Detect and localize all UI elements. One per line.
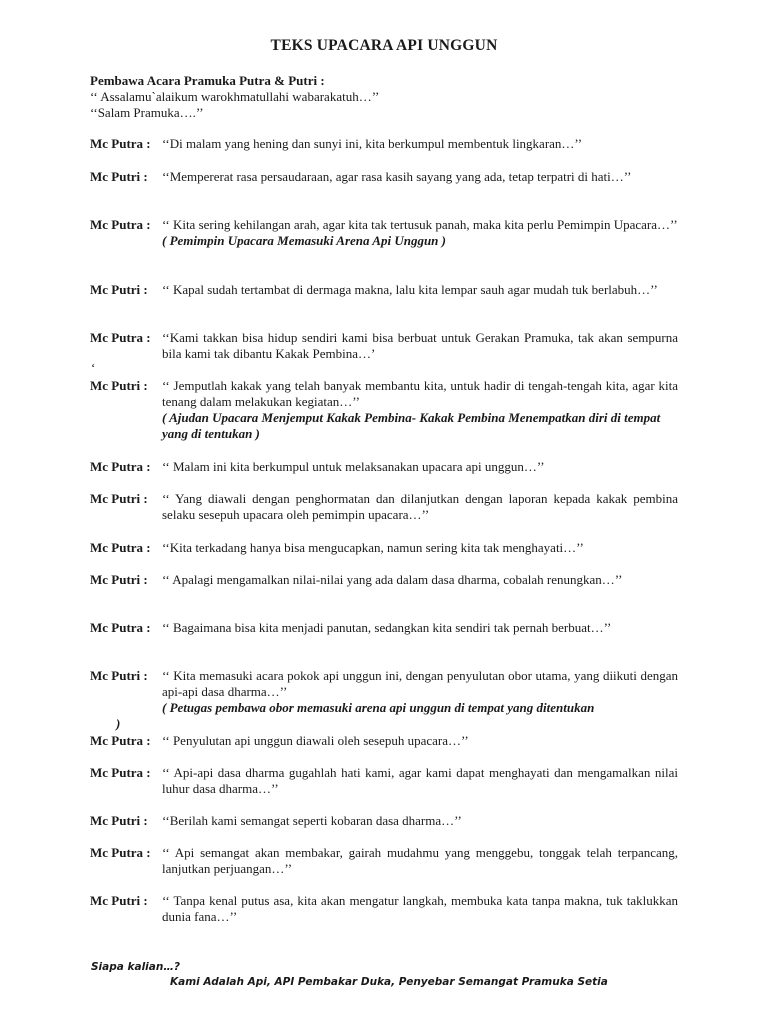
- dialogue-entry: [90, 620, 678, 636]
- dialogue-entry: [90, 378, 678, 442]
- speaker-label: Mc Putri :: [90, 169, 148, 184]
- dialogue-entry: [90, 845, 678, 877]
- dialogue-text: ‘‘ Api semangat akan membakar, gairah mudahmu yang menggebu, tonggak telah terpancang, lanjutkan perjuangan…’’: [162, 845, 678, 876]
- dialogue-text: ‘‘ Malam ini kita berkumpul untuk melaksanakan upacara api unggun…’’: [162, 459, 545, 474]
- dialogue-entry: [90, 459, 678, 475]
- speaker-label: Mc Putra :: [90, 845, 151, 860]
- dialogue-entry: [90, 491, 678, 523]
- dialogue-text: ‘‘Kita terkadang hanya bisa mengucapkan, namun sering kita tak menghayati…’’: [162, 540, 584, 555]
- stray-quote-mark: ‘: [91, 360, 96, 375]
- intro-block: [90, 73, 680, 121]
- intro-heading: Pembawa Acara Pramuka Putra & Putri :: [90, 73, 325, 88]
- stage-direction: ( Ajudan Upacara Menjemput Kakak Pembina- Kakak Pembina Menempatkan diri di tempat yang di tentukan ): [162, 410, 661, 441]
- speaker-label: Mc Putra :: [90, 459, 151, 474]
- dialogue-entry: [90, 893, 678, 925]
- speaker-label: Mc Putra :: [90, 540, 151, 555]
- dialogue-text: ‘‘ Kita memasuki acara pokok api unggun ini, dengan penyulutan obor utama, yang diikuti dengan api-api dasa dharma…’’: [162, 668, 678, 699]
- speaker-label: Mc Putra :: [90, 217, 151, 232]
- speaker-label: Mc Putra :: [90, 765, 151, 780]
- stage-direction: ( Petugas pembawa obor memasuki arena api unggun di tempat yang ditentukan: [162, 700, 595, 715]
- dialogue-text: ‘‘Kami takkan bisa hidup sendiri kami bisa berbuat untuk Gerakan Pramuka, tak akan sempurna bila kami tak dibantu Kakak Pembina…’: [162, 330, 678, 361]
- dialogue-entry: [90, 572, 678, 588]
- dialogue-text: ‘‘ Kapal sudah tertambat di dermaga makna, lalu kita lempar sauh agar mudah tuk berlabuh…’’: [162, 282, 658, 297]
- dialogue-entry: [90, 282, 678, 298]
- dialogue-entry: [90, 733, 678, 749]
- dialogue-text: ‘‘ Yang diawali dengan penghormatan dan dilanjutkan dengan laporan kepada kakak pembina selaku sesepuh upacara oleh pemimpin upacara…’’: [162, 491, 678, 522]
- dialogue-text: ‘‘ Bagaimana bisa kita menjadi panutan, sedangkan kita sendiri tak pernah berbuat…’’: [162, 620, 612, 635]
- dialogue-text: ‘‘ Penyulutan api unggun diawali oleh sesepuh upacara…’’: [162, 733, 469, 748]
- speaker-label: Mc Putra :: [90, 136, 151, 151]
- dialogue-entry: [90, 169, 678, 185]
- dialogue-text: ‘‘ Kita sering kehilangan arah, agar kita tak tertusuk panah, maka kita perlu Pemimpin Upacara…’’: [162, 217, 678, 232]
- dialogue-text: ‘‘Di malam yang hening dan sunyi ini, kita berkumpul membentuk lingkaran…’’: [162, 136, 583, 151]
- speaker-label: Mc Putri :: [90, 378, 148, 393]
- footer-answer: Kami Adalah Api, API Pembakar Duka, Penyebar Semangat Pramuka Setia: [170, 976, 608, 988]
- speaker-label: Mc Putri :: [90, 893, 148, 908]
- speaker-label: Mc Putri :: [90, 813, 148, 828]
- speaker-label: Mc Putri :: [90, 491, 148, 506]
- dialogue-entry: [90, 765, 678, 797]
- dialogue-entry: [90, 540, 678, 556]
- speaker-label: Mc Putri :: [90, 572, 148, 587]
- dialogue-entry: [90, 136, 678, 152]
- dialogue-entry: [90, 217, 678, 249]
- dialogue-text: ‘‘ Jemputlah kakak yang telah banyak membantu kita, untuk hadir di tengah-tengah kita, agar kita tenang dalam melakukan kegiatan…’’: [162, 378, 678, 409]
- dialogue-text: ‘‘Mempererat rasa persaudaraan, agar rasa kasih sayang yang ada, tetap terpatri di hati…’’: [162, 169, 632, 184]
- dialogue-text: ‘‘ Apalagi mengamalkan nilai-nilai yang ada dalam dasa dharma, cobalah renungkan…’’: [162, 572, 623, 587]
- intro-salam: ‘‘Salam Pramuka….’’: [90, 105, 204, 120]
- dialogue-entry: [90, 330, 678, 362]
- dialogue-entry: [90, 813, 678, 829]
- dialogue-text: ‘‘Berilah kami semangat seperti kobaran dasa dharma…’’: [162, 813, 462, 828]
- document-title: TEKS UPACARA API UNGGUN: [270, 37, 498, 54]
- stage-direction: ( Pemimpin Upacara Memasuki Arena Api Unggun ): [162, 233, 446, 248]
- speaker-label: Mc Putra :: [90, 620, 151, 635]
- footer-question: Siapa kalian…?: [91, 961, 180, 973]
- intro-greeting: ‘‘ Assalamu`alaikum warokhmatullahi wabarakatuh…’’: [90, 89, 380, 104]
- speaker-label: Mc Putri :: [90, 668, 148, 683]
- speaker-label: Mc Putri :: [90, 282, 148, 297]
- speaker-label: Mc Putra :: [90, 733, 151, 748]
- dialogue-entry: [90, 668, 678, 716]
- speaker-label: Mc Putra :: [90, 330, 151, 345]
- dialogue-text: ‘‘ Tanpa kenal putus asa, kita akan mengatur langkah, membuka kata tanpa makna, tuk taklukkan dunia fana…’’: [162, 893, 678, 924]
- closing-parenthesis: ): [116, 716, 121, 731]
- dialogue-text: ‘‘ Api-api dasa dharma gugahlah hati kami, agar kami dapat menghayati dan mengamalkan nilai luhur dasa dharma…’’: [162, 765, 678, 796]
